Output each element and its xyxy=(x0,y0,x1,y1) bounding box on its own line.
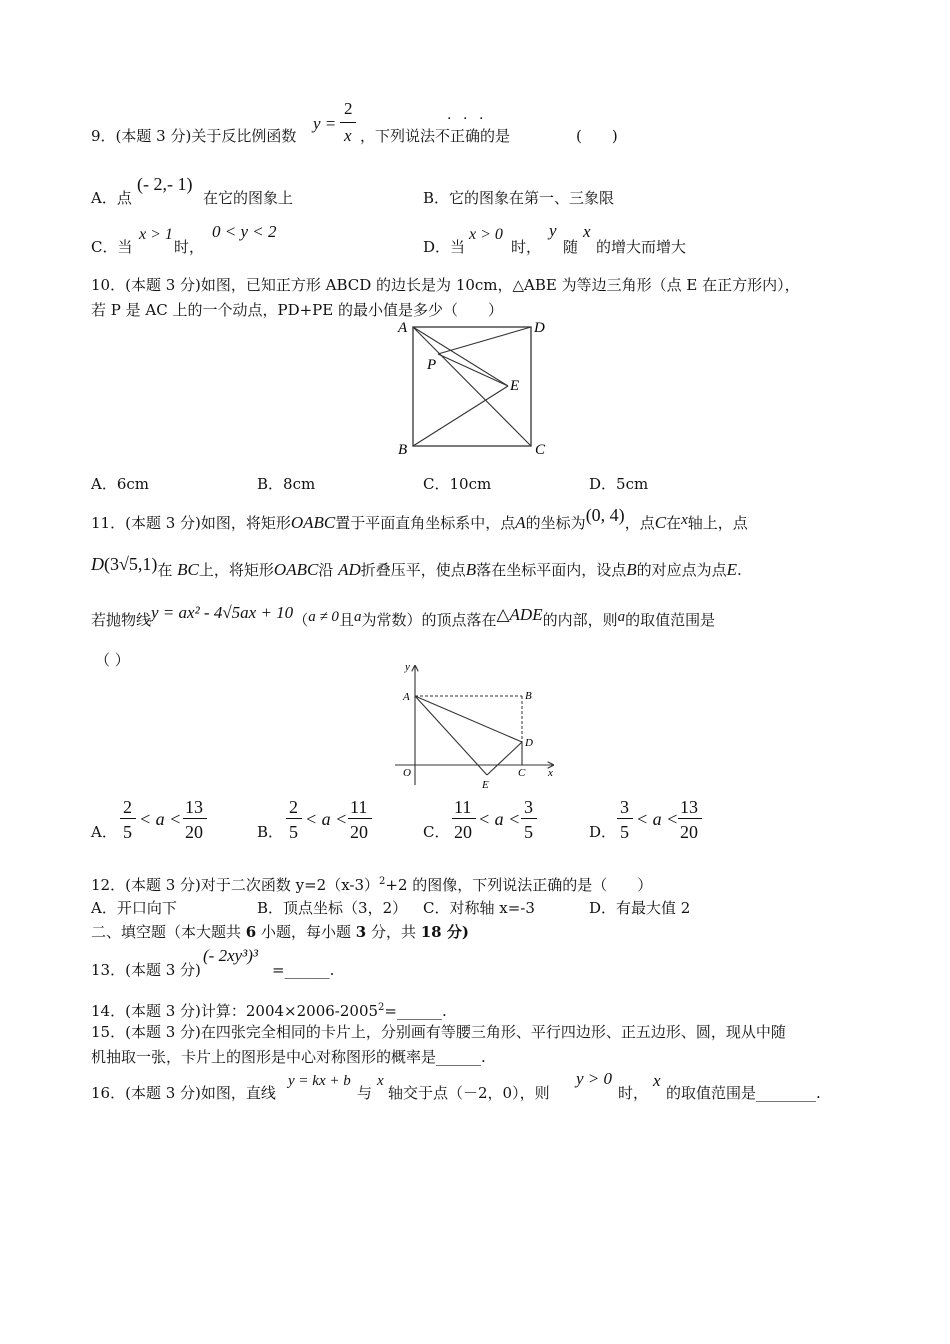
q9-option-c-range: 0 < y < 2 xyxy=(212,222,277,241)
q11-s14: 若抛物线 xyxy=(91,611,152,629)
segment-pe xyxy=(438,354,508,386)
q11-s1: 11．(本题 3 分)如图，将矩形 xyxy=(91,514,291,532)
q11-line3 xyxy=(91,603,716,631)
q12-option-b: B．顶点坐标（3，2） xyxy=(257,899,408,917)
q11-option-d-lnum: 3 xyxy=(620,797,629,817)
q11-oabc-2: OABC xyxy=(273,560,319,579)
frac-bar xyxy=(678,818,702,819)
label-c: C xyxy=(518,767,526,779)
q14-line xyxy=(91,998,447,1021)
q9-option-d-x: x xyxy=(583,222,591,241)
q11-option-b-label: B． xyxy=(257,823,284,841)
q11-option-c-lnum: 11 xyxy=(454,797,472,817)
q12-line1b: +2 的图像，下列说法正确的是（ ） xyxy=(385,876,653,894)
frac-bar xyxy=(521,818,537,819)
q11-s8: 上，将矩形 xyxy=(198,561,274,579)
q9-option-d-y: y xyxy=(549,221,557,240)
q11-s5: 在 xyxy=(666,514,682,532)
q11-option-d-rnum: 13 xyxy=(680,797,698,817)
q11-b-2: B xyxy=(626,560,637,579)
segment-ed xyxy=(487,742,522,775)
q11-option-c-rnum: 3 xyxy=(524,797,533,817)
label-a: A xyxy=(398,320,408,336)
q9-option-d-cond: x > 0 xyxy=(469,226,503,243)
q11-option-b-lnum: 2 xyxy=(289,797,298,817)
q9-stem-a: 9．(本题 3 分)关于反比例函数 xyxy=(91,127,297,145)
label-c: C xyxy=(535,442,546,458)
q12-stem xyxy=(91,872,652,895)
q11-bc: BC xyxy=(177,560,199,579)
q13-tail: =______. xyxy=(272,961,335,979)
q11-s10: 折叠压平，使点 xyxy=(360,561,466,579)
q9-option-c-when: 时， xyxy=(174,238,205,256)
q11-line2 xyxy=(91,554,742,580)
q11-option-c-lden: 20 xyxy=(454,822,472,842)
q14-sup: 2 xyxy=(378,1002,385,1013)
q11-option-c-mid: < a < xyxy=(478,809,521,829)
q11-a-var: a xyxy=(353,609,362,625)
q16-x: x xyxy=(377,1073,384,1089)
q9-func-num: 2 xyxy=(344,99,353,118)
emphasis-dot: . xyxy=(479,107,484,123)
q11-ad: AD xyxy=(338,560,361,579)
q9-option-c-label: C．当 xyxy=(91,238,133,256)
q9-option-c-cond: x > 1 xyxy=(139,226,173,243)
q11-a-coord: (0, 4) xyxy=(585,505,625,525)
q11-s18: 的内部，则 xyxy=(542,611,618,629)
label-b: B xyxy=(525,690,532,702)
q11-s6: 轴上，点 xyxy=(687,514,748,532)
emphasis-dot: . xyxy=(463,107,468,123)
q11-option-b-rden: 20 xyxy=(350,822,368,842)
section2-points: 3 xyxy=(355,923,367,941)
q15-line2: 机抽取一张，卡片上的图形是中心对称图形的概率是______. xyxy=(91,1048,486,1066)
q9-func-den: x xyxy=(344,126,352,145)
q11-x: x xyxy=(681,512,688,528)
q11-option-c-label: C． xyxy=(423,823,450,841)
q11-s2: 置于平面直角坐标系中，点 xyxy=(335,514,516,532)
frac-bar xyxy=(348,818,372,819)
q10-option-c: C．10cm xyxy=(423,475,492,493)
q11-d-coord: (3√5,1) xyxy=(104,554,158,574)
q16-e: 的取值范围是________. xyxy=(666,1084,821,1102)
q12-option-c: C．对称轴 x=-3 xyxy=(423,899,535,917)
q11-s17: 为常数）的顶点落在 xyxy=(361,611,497,629)
q11-option-b-mid: < a < xyxy=(305,809,348,829)
section2-a: 二、填空题（本大题共 xyxy=(91,923,246,941)
q11-b: B xyxy=(465,560,477,579)
q11-option-a-rnum: 13 xyxy=(185,797,203,817)
q11-s3: 的坐标为 xyxy=(525,514,586,532)
q9-option-a-text: 在它的图象上 xyxy=(203,189,294,207)
q12-line1a: 12．(本题 3 分)对于二次函数 y=2（x-3） xyxy=(91,876,380,894)
q11-s11: 落在坐标平面内，设点 xyxy=(476,561,627,579)
q16-a: 16．(本题 3 分)如图，直线 xyxy=(91,1084,276,1102)
label-o: O xyxy=(403,767,411,779)
label-e: E xyxy=(482,779,489,791)
emphasis-dot: . xyxy=(447,107,452,123)
q12-option-d: D．有最大值 2 xyxy=(589,899,691,917)
q16-d: 时， xyxy=(618,1084,649,1102)
frac-bar xyxy=(617,818,633,819)
q11-a: A xyxy=(515,513,526,532)
section2-total: 18 xyxy=(420,923,442,941)
q11-a-var-2: a xyxy=(617,609,626,625)
q11-option-a-lden: 5 xyxy=(123,822,132,842)
q11-parabola: y = ax² - 4√5ax + 10 xyxy=(151,603,294,622)
q11-option-c-rden: 5 xyxy=(524,822,533,842)
q11-coordinate-figure xyxy=(395,660,565,795)
q9-option-d-when: 时， xyxy=(511,238,542,256)
q9-option-d-text: 的增大而增大 xyxy=(596,238,687,256)
q11-s19: 的取值范围是 xyxy=(625,611,716,629)
q11-option-b-lden: 5 xyxy=(289,822,298,842)
q14-a: 14．(本题 3 分)计算：2004×2006-2005 xyxy=(91,1002,379,1020)
q11-cond: a ≠ 0 xyxy=(308,609,339,625)
q16-cond: y > 0 xyxy=(576,1069,613,1088)
q10-square-figure xyxy=(395,315,555,460)
q9-option-b: B．它的图象在第一、三象限 xyxy=(423,189,615,207)
q11-e: E xyxy=(726,560,737,579)
q11-option-d-lden: 5 xyxy=(620,822,629,842)
segment-pd xyxy=(438,327,531,354)
q12-sup: 2 xyxy=(379,876,386,887)
q13-stem: 13．(本题 3 分) xyxy=(91,961,201,979)
section2-c: 小题，每小题 xyxy=(256,923,356,941)
frac-bar xyxy=(120,818,136,819)
q9-stem-b: ，下列说法不正确的是 xyxy=(360,127,511,145)
q11-s4: ，点 xyxy=(624,514,655,532)
q11-s7: 在 xyxy=(157,561,173,579)
frac-bar xyxy=(452,818,476,819)
frac-bar xyxy=(286,818,302,819)
segment-be xyxy=(413,386,508,446)
section2-count: 6 xyxy=(245,923,257,941)
q11-option-d-rden: 20 xyxy=(680,822,698,842)
label-d: D xyxy=(525,737,533,749)
q12-option-a: A．开口向下 xyxy=(91,899,177,917)
q15-line1: 15．(本题 3 分)在四张完全相同的卡片上，分别画有等腰三角形、平行四边形、正五边形、圆，现从中随 xyxy=(91,1023,786,1041)
q14-b: =______. xyxy=(384,1002,447,1020)
q16-x2: x xyxy=(653,1071,661,1090)
q11-d: D xyxy=(91,554,104,574)
section-2-heading xyxy=(91,922,469,942)
label-y: y xyxy=(405,661,410,673)
q11-s9: 沿 xyxy=(318,561,334,579)
q11-s12: 的对应点为点 xyxy=(636,561,727,579)
q11-option-a-mid: < a < xyxy=(139,809,182,829)
q11-s13: . xyxy=(737,561,742,579)
label-p: P xyxy=(427,357,437,373)
q10-option-a: A．6cm xyxy=(91,475,150,493)
q9-option-a-label: A．点 xyxy=(91,189,132,207)
q13-expr: (- 2xy³)³ xyxy=(203,946,259,965)
q11-s16: 且 xyxy=(338,611,354,629)
section2-e: 分，共 xyxy=(366,923,421,941)
q10-line2: 若 P 是 AC 上的一个动点，PD+PE 的最小值是多少（ ） xyxy=(91,301,503,319)
q11-c: C xyxy=(654,513,667,532)
label-x: x xyxy=(548,767,553,779)
q10-option-b: B．8cm xyxy=(257,475,316,493)
q11-option-a-label: A． xyxy=(91,823,117,841)
q10-line1: 10．(本题 3 分)如图，已知正方形 ABCD 的边长是为 10cm，△ABE 为等边三角形（点 E 在正方形内）， xyxy=(91,276,800,294)
section2-g: 分) xyxy=(441,923,469,941)
q11-paren: （ ） xyxy=(95,651,130,669)
segment-ae xyxy=(415,696,487,775)
q11-option-b-rnum: 11 xyxy=(350,797,368,817)
q11-option-a-rden: 20 xyxy=(185,822,203,842)
q9-option-d-sui: 随 xyxy=(563,238,579,256)
q11-option-d-label: D． xyxy=(589,823,617,841)
q11-line1 xyxy=(91,505,748,534)
label-d: D xyxy=(534,320,545,336)
q9-stem xyxy=(91,126,296,146)
q10-option-d: D．5cm xyxy=(589,475,649,493)
q11-option-a-lnum: 2 xyxy=(123,797,132,817)
q9-frac-bar xyxy=(340,122,356,123)
label-a: A xyxy=(403,691,410,703)
q9-paren: ( ) xyxy=(576,127,618,145)
q9-func-y: y = xyxy=(313,114,337,133)
segment-ad xyxy=(415,696,522,742)
q16-b: 与 xyxy=(357,1084,373,1102)
q9-option-a-point: (- 2,- 1) xyxy=(137,174,193,194)
frac-bar xyxy=(183,818,207,819)
q16-line: y = kx + b xyxy=(288,1073,351,1089)
label-e: E xyxy=(510,378,520,394)
q11-triangle: △ADE xyxy=(496,605,543,624)
q16-c: 轴交于点（－2，0），则 xyxy=(388,1084,550,1102)
label-b: B xyxy=(398,442,408,458)
q11-oabc: OABC xyxy=(290,513,336,532)
q11-s15: （ xyxy=(293,611,309,629)
q9-option-d-label: D．当 xyxy=(423,238,466,256)
q11-option-d-mid: < a < xyxy=(636,809,679,829)
